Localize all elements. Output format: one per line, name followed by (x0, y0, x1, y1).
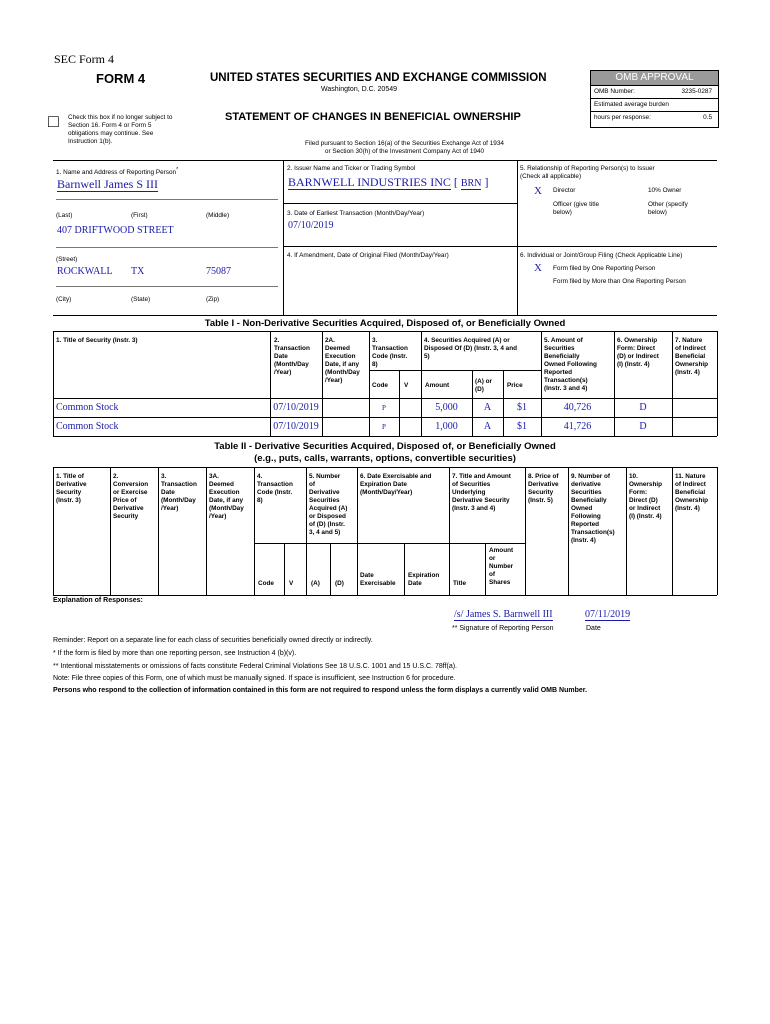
omb-hours-value: 0.5 (703, 114, 712, 121)
row1-amount: 5,000 (435, 402, 458, 413)
director-label: Director (553, 187, 576, 194)
first-label: (First) (131, 212, 148, 219)
row2-title: Common Stock (56, 421, 119, 432)
other-label: Other (specify below) (648, 201, 688, 216)
row2-amount: 1,000 (435, 421, 458, 432)
t2-sub-title: Title (453, 580, 467, 587)
omb-number-label: OMB Number: (594, 88, 635, 95)
state-label: (State) (131, 296, 151, 303)
note2: ** Intentional misstatements or omissions of facts constitute Federal Criminal Violations See 18 U.S.C. 1001 and 15 U.S.C. 78ff(a). (53, 663, 457, 670)
t1-sub-v: V (404, 382, 409, 389)
issuer-name[interactable]: BARNWELL INDUSTRIES INC [ BRN ] (288, 175, 489, 189)
t1-h6: 6. Ownership Form: Direct (D) or Indirect (I) (Instr. 4) (617, 337, 659, 368)
row2-date: 07/10/2019 (273, 421, 319, 432)
city-value: ROCKWALL (57, 266, 113, 277)
reminder-text: Reminder: Report on a separate line for each class of securities beneficially owned directly or indirectly. (53, 637, 373, 644)
officer-label: Officer (give title below) (553, 201, 600, 216)
checkbox[interactable]: □ (48, 111, 59, 131)
signature-date: 07/11/2019 (585, 609, 631, 620)
earliest-transaction-date: 07/10/2019 (288, 220, 334, 231)
t1-h2: 2. Transaction Date (Month/Day /Year) (274, 337, 310, 376)
one-person-mark[interactable]: X (534, 262, 542, 274)
signature: /s/ James S. Barnwell III (454, 609, 553, 620)
t2-h5: 5. Number of Derivative Securities Acquired (A) or Disposed of (D) (Instr. 3, 4 and 5) (309, 473, 348, 536)
t1-h4: 4. Securities Acquired (A) or Disposed Of (D) (Instr. 3, 4 and 5) (424, 337, 518, 360)
omb-title: OMB APPROVAL (591, 71, 718, 86)
middle-label: (Middle) (206, 212, 230, 219)
t1-sub-ad: (A) or (D) (475, 378, 493, 393)
t2-h2: 2. Conversion or Exercise Price of Derivative Security (113, 473, 149, 520)
row1-form: D (639, 402, 647, 413)
table1-title: Table I - Non-Derivative Securities Acquired, Disposed of, or Beneficially Owned (204, 318, 566, 329)
street-value: 407 DRIFTWOOD STREET (57, 225, 174, 236)
row1-date: 07/10/2019 (273, 402, 319, 413)
t2-h10: 10. Ownership Form: Direct (D) or Indirect (I) (Instr. 4) (629, 473, 663, 520)
t1-sub-price: Price (507, 382, 523, 389)
note3: Note: File three copies of this Form, one of which must be manually signed. If space is insufficient, see Instruction 6 for procedure. (53, 675, 456, 682)
omb-burden-label: Estimated average burden (594, 101, 669, 108)
reporting-person-name[interactable]: Barnwell James S III (57, 177, 158, 191)
t2-h7: 7. Title and Amount of Securities Underlying Derivative Security (Instr. 3 and 4) (452, 473, 511, 512)
t2-sub-d: (D) (335, 580, 344, 587)
signature-label: ** Signature of Reporting Person (452, 625, 554, 632)
row1-code: P (382, 404, 386, 412)
box1-label: 1. Name and Address of Reporting Person* (56, 167, 179, 177)
box6-label: 6. Individual or Joint/Group Filing (Check Applicable Line) (520, 252, 683, 259)
zip-label: (Zip) (206, 296, 220, 303)
t2-h11: 11. Nature of Indirect Beneficial Ownership (Instr. 4) (675, 473, 709, 512)
t2-h3: 3. Transaction Date (Month/Day /Year) (161, 473, 197, 512)
sec-form-label: SEC Form 4 (54, 52, 115, 66)
director-mark[interactable]: X (534, 185, 542, 197)
ticker-symbol[interactable]: BRN (460, 178, 482, 189)
filed-pursuant: Filed pursuant to Section 16(a) of the Securities Exchange Act of 1934 or Section 30(h) of the Investment Company Act of 1940 (305, 140, 504, 155)
note1: * If the form is filed by more than one reporting person, see Instruction 4 (b)(v). (53, 650, 297, 657)
one-person-label: Form filed by One Reporting Person (553, 265, 656, 272)
omb-number-value: 3235-0287 (681, 88, 712, 95)
t2-h3a: 3A. Deemed Execution Date, if any (Month/Day /Year) (209, 473, 244, 520)
box5-label: 5. Relationship of Reporting Person(s) to Issuer (Check all applicable) (520, 165, 655, 180)
persons-notice: Persons who respond to the collection of information contained in this form are not required to respond unless the form displays a currently valid OMB Number. (53, 687, 588, 694)
form-title: FORM 4 (96, 71, 146, 86)
city-label: (City) (56, 296, 72, 303)
date-label: Date (586, 625, 601, 632)
last-label: (Last) (56, 212, 73, 219)
row2-ad: A (483, 421, 492, 432)
row2-code: P (382, 423, 386, 431)
t1-sub-code: Code (372, 382, 388, 389)
t2-sub-v: V (289, 580, 294, 587)
t2-sub-code: Code (258, 580, 274, 587)
omb-approval-box (590, 70, 719, 128)
t1-h1: 1. Title of Security (Instr. 3) (56, 337, 138, 344)
state-value: TX (131, 266, 145, 277)
t1-h2a: 2A. Deemed Execution Date, if any (Month/Day /Year) (325, 337, 360, 384)
commission-location: Washington, D.C. 20549 (321, 86, 398, 93)
t2-h6: 6. Date Exercisable and Expiration Date (Month/Day/Year) (360, 473, 432, 496)
box2-label: 2. Issuer Name and Ticker or Trading Symbol (287, 165, 416, 172)
t2-h1-text: 1. Title of Derivative Security (Instr. 3) (56, 473, 87, 504)
street-label: (Street) (56, 256, 78, 263)
row1-title: Common Stock (56, 402, 119, 413)
row2-form: D (639, 421, 647, 432)
t2-sub-expiration: Expiration Date (408, 572, 440, 587)
t2-h8: 8. Price of Derivative Security (Instr. 5) (528, 473, 559, 504)
t1-h7: 7. Nature of Indirect Beneficial Ownership (Instr. 4) (675, 337, 709, 376)
t1-sub-amount: Amount (425, 382, 450, 389)
row2-price: $1 (517, 421, 527, 432)
zip-value: 75087 (206, 266, 231, 277)
more-person-label: Form filed by More than One Reporting Person (553, 278, 686, 285)
row1-ad: A (483, 402, 492, 413)
t2-h4: 4. Transaction Code (Instr. 8) (257, 473, 293, 504)
box3-label: 3. Date of Earliest Transaction (Month/Day/Year) (287, 210, 425, 217)
t2-sub-date-exercisable: Date Exercisable (360, 572, 396, 587)
row1-price: $1 (517, 402, 527, 413)
row1-owned: 40,726 (563, 402, 592, 413)
ten-percent-owner-label: 10% Owner (648, 187, 682, 194)
omb-hours-label: hours per response: (594, 114, 651, 121)
explanation-label: Explanation of Responses: (53, 597, 143, 604)
statement-title: STATEMENT OF CHANGES IN BENEFICIAL OWNERSHIP (225, 111, 521, 123)
row2-owned: 41,726 (563, 421, 592, 432)
t2-sub-a: (A) (311, 580, 320, 587)
box4-label: 4. If Amendment, Date of Original Filed (Month/Day/Year) (287, 252, 449, 259)
t2-sub-amount: Amount or Number of Shares (489, 547, 514, 586)
commission-title: UNITED STATES SECURITIES AND EXCHANGE COMMISSION (210, 72, 547, 84)
t2-h9: 9. Number of derivative Securities Beneficially Owned Following Reported Transaction(s) (Instr. 4) (571, 473, 615, 544)
t1-h3: 3. Transaction Code (Instr. 8) (372, 337, 408, 368)
checkbox-instructions: Check this box if no longer subject to Section 16. Form 4 or Form 5 obligations may continue. See Instruction 1(b). (68, 114, 173, 145)
t1-h5: 5. Amount of Securities Beneficially Owned Following Reported Transaction(s) (Instr. 3 and 4) (544, 337, 597, 392)
table2-title: Table II - Derivative Securities Acquired, Disposed of, or Beneficially Owned (e.g., puts, calls, warrants, options, convertible securities) (214, 441, 556, 464)
